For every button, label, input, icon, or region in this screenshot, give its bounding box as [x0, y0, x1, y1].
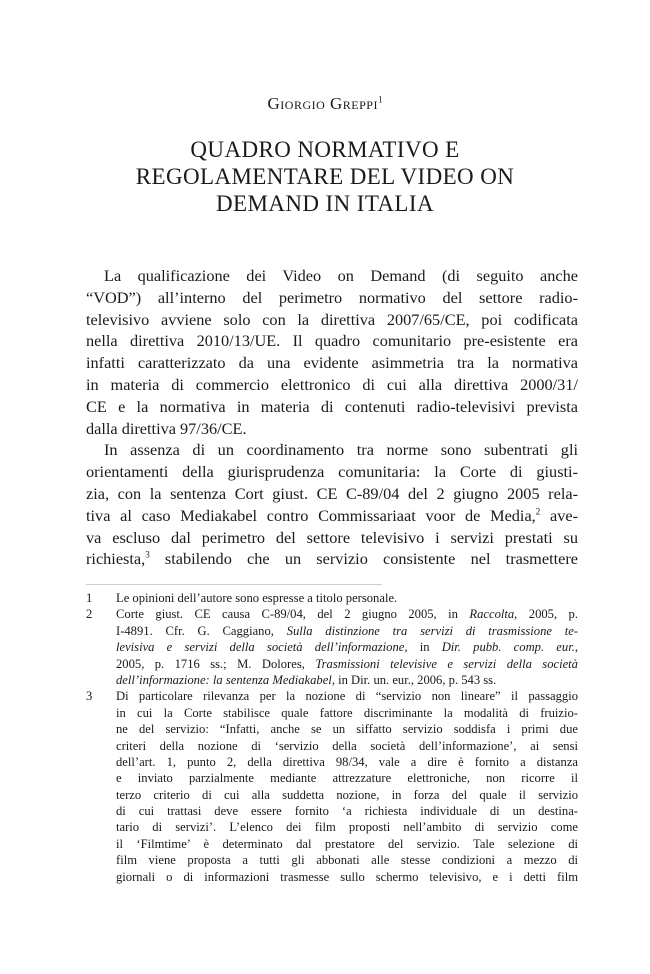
chapter-title-line-1: QUADRO NORMATIVO E: [190, 137, 460, 162]
text-line: zia, con la sentenza Cort giust. CE C-89/04 del 2 giugno 2005 rela-: [86, 483, 578, 503]
author-footnote-ref: 1: [377, 94, 383, 105]
footnotes: [86, 590, 578, 885]
author-name-text: Giorgio Greppi: [267, 94, 378, 113]
footnote-3: [86, 688, 578, 885]
footnote-line: tario di servizi’. L’elenco dei film proposti nell’ambito di servizio come: [116, 820, 578, 835]
footnote-number: 3: [86, 689, 93, 704]
footnote-ref-2[interactable]: 2: [535, 506, 541, 517]
text-line: orientamenti della giurisprudenza comunitaria: la Corte di giusti-: [86, 462, 578, 482]
text-segment-italic: Raccolta: [469, 607, 515, 622]
text-segment: ,: [574, 640, 579, 655]
footnote-line: [116, 639, 578, 655]
footnote-line: [116, 656, 578, 672]
text-segment: ave-: [540, 505, 578, 525]
text-line: in materia di commercio elettronico di cui alla direttiva 2000/31/: [86, 374, 578, 394]
text-line: infatti caratterizzato da una evidente asimmetria tra la normativa: [86, 353, 578, 373]
footnote-line: in cui la Corte stabilisce quale fattore discriminante la modalità di fruizio-: [116, 705, 578, 720]
text-segment-italic: Trasmissioni televisive e servizi della società: [315, 656, 578, 671]
footnote-line: di cui trattasi deve essere fornito ‘a richiesta individuale di un destina-: [116, 804, 578, 819]
footnote-ref-3[interactable]: 3: [145, 549, 150, 560]
footnote-line: e inviato parzialmente mediante attrezzature elettroniche, non ricorre il: [116, 771, 578, 786]
footnote-line: dell’art. 1, punto 2, della direttiva 98/34, vale a dire è fornito a distanza: [116, 754, 578, 769]
text-segment-italic: Sulla distinzione tra servizi di trasmissione te-: [286, 623, 578, 638]
text-line: [86, 548, 578, 570]
chapter-title: [90, 136, 560, 217]
text-line: In assenza di un coordinamento tra norme sono subentrati gli: [104, 440, 578, 460]
text-line: [86, 505, 578, 527]
footnote-line: criteri della nozione di ‘servizio della società dell’informazione’, ai sensi: [116, 738, 578, 753]
text-line: CE e la normativa in materia di contenuti radio-televisivi prevista: [86, 396, 578, 416]
footnote-number: 2: [86, 607, 93, 622]
text-line: “VOD”) all’interno del perimetro normativo del settore radio-: [86, 287, 578, 307]
body-text: [86, 265, 578, 570]
footnote-line: Di particolare rilevanza per la nozione di “servizio non lineare” il passaggio: [116, 689, 578, 704]
footnote-line: il ‘Filmtime’ è determinato dal prestatore del servizio. Tale selezione di: [116, 836, 578, 851]
text-segment: , in: [404, 640, 442, 655]
footnote-line: [116, 606, 578, 622]
text-segment: Corte giust. CE causa C-89/04, del 2 giugno 2005, in: [116, 607, 470, 622]
text-line: dalla direttiva 97/36/CE.: [86, 418, 247, 438]
text-segment: stabilendo che un servizio consistente nel trasmettere: [149, 549, 578, 569]
footnote-1: [86, 590, 578, 606]
paragraph-1: [86, 265, 578, 439]
author-name: [0, 94, 650, 114]
text-line: La qualificazione dei Video on Demand (di seguito anche: [104, 266, 578, 285]
text-segment: richiesta,: [86, 549, 146, 569]
footnote-line: terzo criterio di cui alla suddetta nozione, in forza del quale il servizio: [116, 787, 578, 802]
footnote-line: giornali o di informazioni trasmesse sullo schermo televisivo, e i detti film: [116, 869, 578, 884]
footnote-line: ne del servizio: “Infatti, anche se un siffatto servizio soddisfa i primi due: [116, 722, 578, 737]
text-line: televisivo avviene solo con la direttiva 2007/65/CE, poi codificata: [86, 309, 578, 329]
chapter-title-line-2: REGOLAMENTARE DEL VIDEO ON: [135, 164, 515, 189]
footnote-number: 1: [86, 591, 93, 605]
text-segment: I-4891. Cfr. G. Caggiano,: [116, 623, 287, 638]
text-segment: , 2005, p.: [514, 607, 578, 622]
footnote-line: Le opinioni dell’autore sono espresse a titolo personale.: [116, 591, 398, 605]
footnote-line: film viene proposta a tutti gli abbonati alle stesse condizioni a mezzo di: [116, 853, 578, 868]
paragraph-2: [86, 439, 578, 570]
text-segment: 2005, p. 1716 ss.; M. Dolores,: [116, 656, 316, 671]
footnote-divider: [86, 584, 382, 585]
text-line: nella direttiva 2010/13/UE. Il quadro comunitario pre-esistente era: [86, 331, 578, 351]
footnote-line: [116, 672, 578, 688]
footnote-2: [86, 606, 578, 688]
text-segment: tiva al caso Mediakabel contro Commissariaat voor de Media,: [86, 505, 536, 525]
text-segment-italic: dell’informazione: la sentenza Mediakabel: [116, 672, 332, 687]
text-line: va escluso dal perimetro del settore televisivo i servizi prestati su: [86, 527, 578, 547]
text-segment: , in Dir. un. eur., 2006, p. 543 ss.: [331, 672, 497, 687]
text-segment-italic: levisiva e servizi della società dell’informazione: [116, 640, 405, 655]
text-segment-italic: Dir. pubb. comp. eur.: [441, 640, 575, 655]
footnote-line: [116, 623, 578, 639]
chapter-title-line-3: DEMAND IN ITALIA: [216, 191, 434, 216]
